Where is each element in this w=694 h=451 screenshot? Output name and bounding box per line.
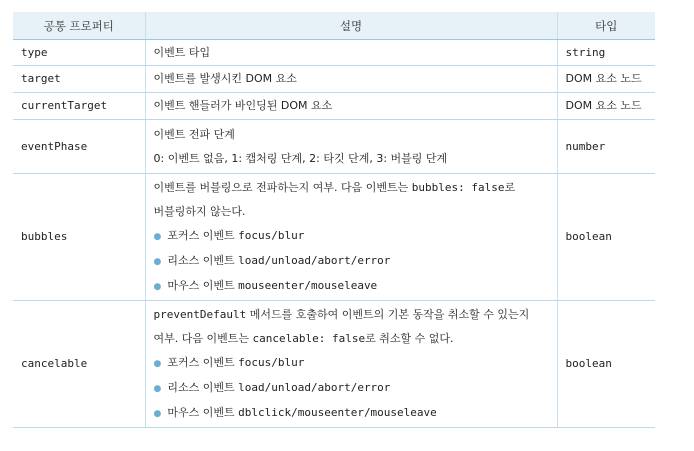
bullet-item <box>154 224 549 249</box>
table-header-row <box>13 12 655 40</box>
description-text: 여부. 다음 이벤트는 <box>153 331 253 345</box>
bullet-item <box>154 401 549 426</box>
property-type: boolean <box>557 174 655 301</box>
bullet-label: 리소스 이벤트 <box>167 253 239 267</box>
description-line: 이벤트를 발생시킨 DOM 요소 <box>153 72 297 85</box>
bullet-code: mouseenter/mouseleave <box>238 278 378 292</box>
bullet-label: 포커스 이벤트 <box>167 355 239 369</box>
property-type: string <box>557 40 655 66</box>
inline-code: preventDefault <box>153 307 247 321</box>
description-line <box>154 176 549 200</box>
inline-code: cancelable: false <box>252 331 366 345</box>
property-type: number <box>557 120 655 174</box>
property-name: eventPhase <box>13 120 145 174</box>
description-line <box>154 327 549 351</box>
description-line: 이벤트 타입 <box>153 45 211 59</box>
property-name: target <box>13 66 145 93</box>
property-name: cancelable <box>13 301 145 428</box>
property-name: bubbles <box>13 174 145 301</box>
bullet-dot-icon: ● <box>153 358 162 369</box>
property-description <box>145 66 557 93</box>
description-line: 이벤트 핸들러가 바인딩된 DOM 요소 <box>153 99 333 112</box>
description-line: 버블링하지 않는다. <box>153 204 246 218</box>
table-row <box>13 301 655 428</box>
table-row <box>13 120 655 174</box>
inline-code: bubbles: false <box>411 180 505 194</box>
description-line <box>154 303 549 327</box>
description-text: 이벤트를 버블링으로 전파하는지 여부. 다음 이벤트는 <box>153 180 412 194</box>
property-name: type <box>13 40 145 66</box>
table-row <box>13 40 655 66</box>
description-text: 로 취소할 수 없다. <box>365 331 454 345</box>
table-row <box>13 66 655 93</box>
bullet-item <box>154 351 549 376</box>
description-text: 메서드를 호출하여 이벤트의 기본 동작을 취소할 수 있는지 <box>246 307 530 321</box>
bullet-dot-icon: ● <box>153 383 162 394</box>
bullet-label: 포커스 이벤트 <box>167 228 239 242</box>
property-description <box>145 174 557 301</box>
bullet-label: 마우스 이벤트 <box>167 405 239 419</box>
table-row <box>13 174 655 301</box>
bullet-label: 리소스 이벤트 <box>167 380 239 394</box>
property-type: DOM 요소 노드 <box>557 93 655 120</box>
bullet-code: load/unload/abort/error <box>238 380 391 394</box>
bullet-label: 마우스 이벤트 <box>167 278 239 292</box>
bullet-code: focus/blur <box>238 228 305 242</box>
bullet-item <box>154 249 549 274</box>
property-type: DOM 요소 노드 <box>557 66 655 93</box>
property-type: boolean <box>557 301 655 428</box>
property-description <box>145 93 557 120</box>
property-description <box>145 120 557 174</box>
event-properties-table <box>13 12 655 428</box>
table-row <box>13 93 655 120</box>
property-name: currentTarget <box>13 93 145 120</box>
property-description <box>145 40 557 66</box>
header-description: 설명 <box>145 12 557 40</box>
description-line: 이벤트 전파 단계 <box>153 127 235 141</box>
bullet-dot-icon: ● <box>153 281 162 292</box>
header-property: 공통 프로퍼티 <box>13 12 145 40</box>
bullet-dot-icon: ● <box>153 231 162 242</box>
property-description <box>145 301 557 428</box>
bullet-item <box>154 274 549 299</box>
bullet-dot-icon: ● <box>153 408 162 419</box>
bullet-dot-icon: ● <box>153 256 162 267</box>
bullet-code: load/unload/abort/error <box>238 253 391 267</box>
bullet-code: dblclick/mouseenter/mouseleave <box>238 405 437 419</box>
bullet-code: focus/blur <box>238 355 305 369</box>
header-type: 타입 <box>557 12 655 40</box>
description-text: 로 <box>504 180 516 194</box>
description-line: 0: 이벤트 없음, 1: 캡처링 단계, 2: 타깃 단계, 3: 버블링 단계 <box>153 151 448 165</box>
bullet-item <box>154 376 549 401</box>
